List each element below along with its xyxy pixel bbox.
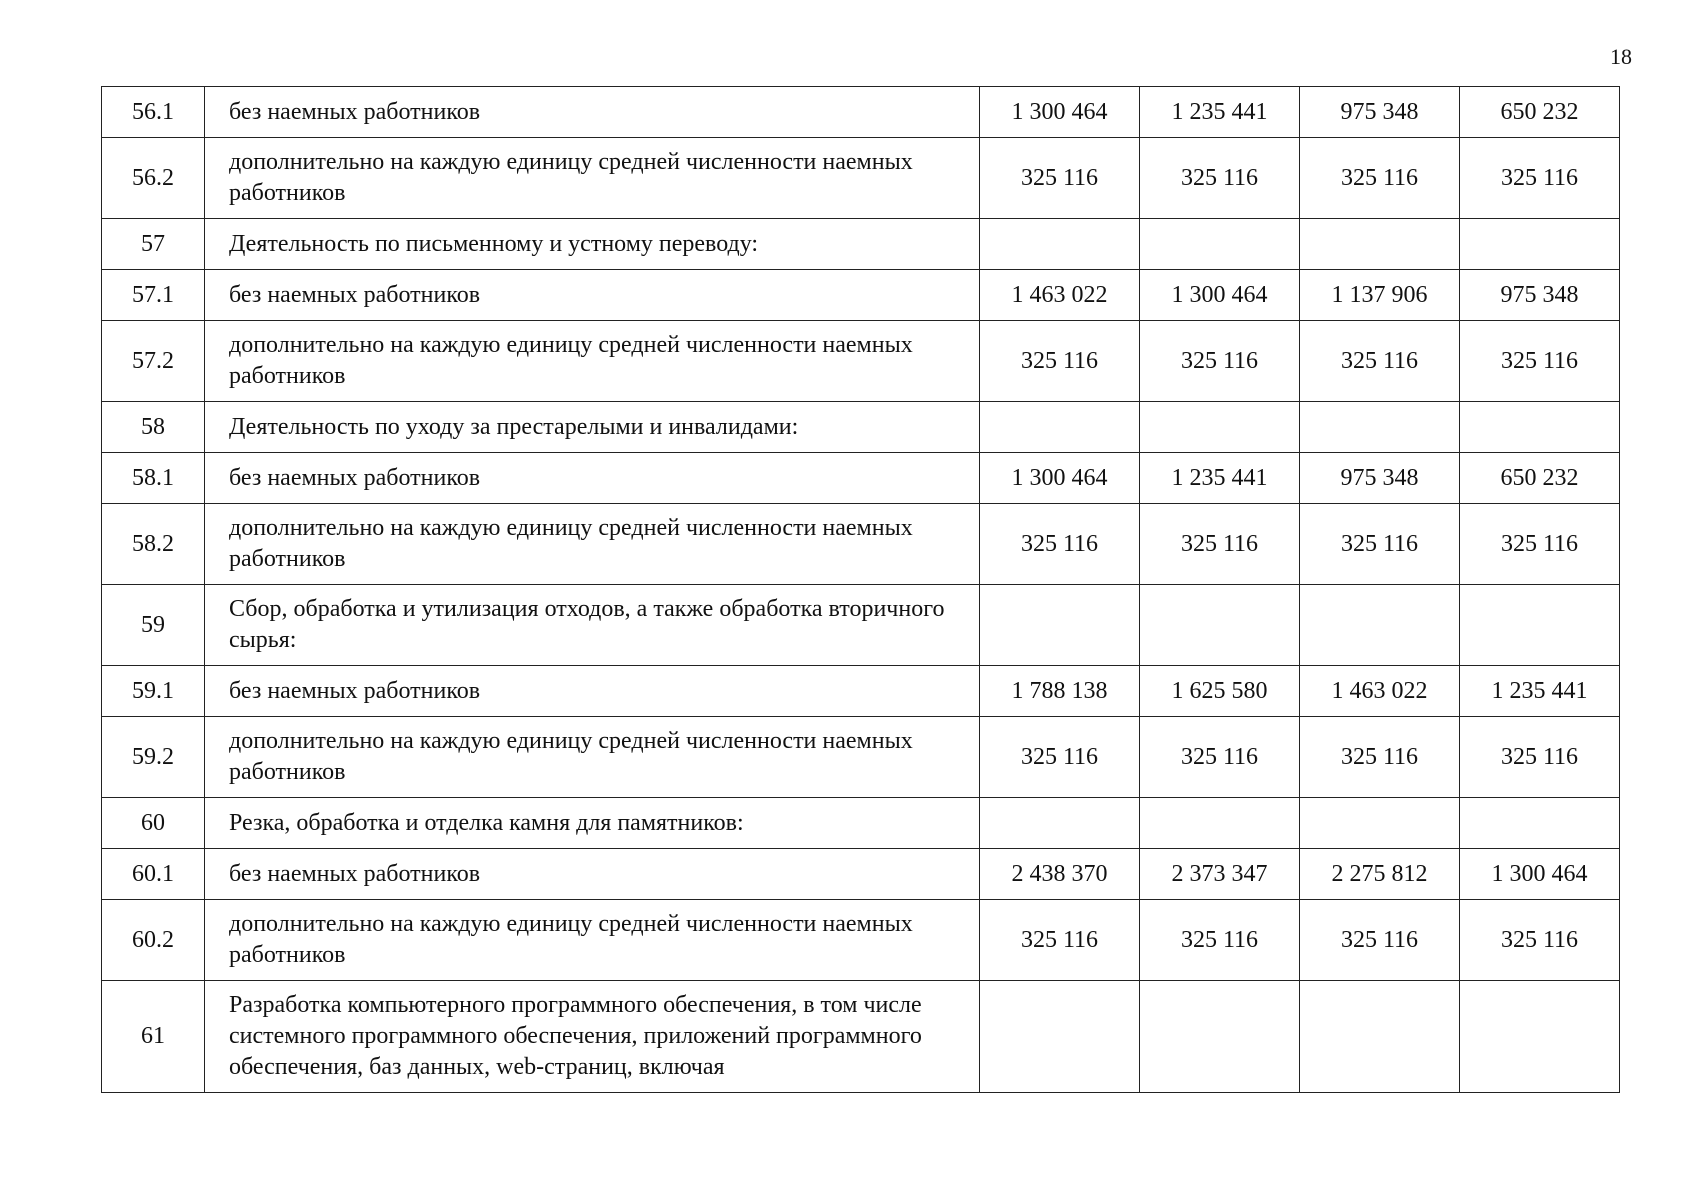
value-cell: 325 116	[1300, 321, 1460, 402]
value-cell: 975 348	[1460, 270, 1620, 321]
value-cell	[1460, 798, 1620, 849]
value-cell: 1 300 464	[1460, 849, 1620, 900]
value-cell	[1460, 981, 1620, 1093]
row-description: без наемных работников	[205, 666, 980, 717]
value-cell	[1300, 585, 1460, 666]
table-row	[102, 453, 1620, 504]
value-cell: 325 116	[980, 717, 1140, 798]
table-row	[102, 666, 1620, 717]
value-cell: 650 232	[1460, 453, 1620, 504]
value-cell: 325 116	[1460, 138, 1620, 219]
row-description: Резка, обработка и отделка камня для памятников:	[205, 798, 980, 849]
value-cell: 325 116	[1460, 900, 1620, 981]
value-cell	[1140, 219, 1300, 270]
table-row	[102, 219, 1620, 270]
value-cell: 1 300 464	[1140, 270, 1300, 321]
value-cell: 325 116	[1140, 504, 1300, 585]
value-cell: 325 116	[1140, 321, 1300, 402]
row-number: 56.2	[102, 138, 205, 219]
table-row	[102, 981, 1620, 1093]
row-description: дополнительно на каждую единицу средней численности наемных работников	[205, 717, 980, 798]
value-cell	[1300, 402, 1460, 453]
row-description: без наемных работников	[205, 453, 980, 504]
value-cell: 650 232	[1460, 87, 1620, 138]
table-row	[102, 270, 1620, 321]
row-number: 57.1	[102, 270, 205, 321]
value-cell: 1 788 138	[980, 666, 1140, 717]
tariff-table	[101, 86, 1620, 1093]
value-cell	[980, 402, 1140, 453]
value-cell: 325 116	[980, 321, 1140, 402]
row-number: 61	[102, 981, 205, 1093]
value-cell	[1140, 585, 1300, 666]
value-cell: 975 348	[1300, 87, 1460, 138]
value-cell	[1300, 798, 1460, 849]
table-row	[102, 504, 1620, 585]
row-number: 56.1	[102, 87, 205, 138]
value-cell	[980, 798, 1140, 849]
row-number: 58	[102, 402, 205, 453]
value-cell: 1 235 441	[1140, 87, 1300, 138]
table-row	[102, 798, 1620, 849]
value-cell	[1140, 402, 1300, 453]
row-description: Разработка компьютерного программного обеспечения, в том числе системного программного обеспечения, приложений программного обеспечения, баз данных, web-страниц, включая	[205, 981, 980, 1093]
value-cell: 1 463 022	[980, 270, 1140, 321]
value-cell	[1140, 981, 1300, 1093]
value-cell: 325 116	[1460, 717, 1620, 798]
value-cell	[1460, 219, 1620, 270]
value-cell	[1460, 585, 1620, 666]
value-cell: 325 116	[1140, 900, 1300, 981]
row-number: 60.2	[102, 900, 205, 981]
value-cell: 325 116	[1300, 504, 1460, 585]
row-number: 57	[102, 219, 205, 270]
value-cell	[1460, 402, 1620, 453]
table-row	[102, 402, 1620, 453]
value-cell: 325 116	[1140, 138, 1300, 219]
value-cell: 325 116	[1460, 321, 1620, 402]
row-description: Деятельность по уходу за престарелыми и инвалидами:	[205, 402, 980, 453]
row-number: 60.1	[102, 849, 205, 900]
value-cell: 1 300 464	[980, 87, 1140, 138]
table-row	[102, 717, 1620, 798]
value-cell	[1300, 981, 1460, 1093]
value-cell: 325 116	[1300, 900, 1460, 981]
value-cell	[1300, 219, 1460, 270]
table-row	[102, 321, 1620, 402]
row-number: 58.1	[102, 453, 205, 504]
row-description: дополнительно на каждую единицу средней численности наемных работников	[205, 321, 980, 402]
row-number: 59.1	[102, 666, 205, 717]
table-row	[102, 87, 1620, 138]
row-number: 57.2	[102, 321, 205, 402]
table-row	[102, 900, 1620, 981]
value-cell: 325 116	[1300, 138, 1460, 219]
value-cell	[1140, 798, 1300, 849]
table-row	[102, 849, 1620, 900]
value-cell: 2 373 347	[1140, 849, 1300, 900]
value-cell: 975 348	[1300, 453, 1460, 504]
value-cell: 325 116	[980, 138, 1140, 219]
value-cell: 325 116	[980, 504, 1140, 585]
row-number: 58.2	[102, 504, 205, 585]
value-cell: 325 116	[1460, 504, 1620, 585]
value-cell: 1 137 906	[1300, 270, 1460, 321]
value-cell	[980, 585, 1140, 666]
row-number: 59	[102, 585, 205, 666]
row-description: дополнительно на каждую единицу средней численности наемных работников	[205, 138, 980, 219]
value-cell: 325 116	[1140, 717, 1300, 798]
row-description: без наемных работников	[205, 87, 980, 138]
row-description: Деятельность по письменному и устному переводу:	[205, 219, 980, 270]
row-description: дополнительно на каждую единицу средней численности наемных работников	[205, 900, 980, 981]
value-cell	[980, 219, 1140, 270]
value-cell: 325 116	[980, 900, 1140, 981]
row-description: без наемных работников	[205, 849, 980, 900]
value-cell: 1 625 580	[1140, 666, 1300, 717]
page-number: 18	[1610, 44, 1632, 69]
table-row	[102, 138, 1620, 219]
table-row	[102, 585, 1620, 666]
value-cell: 1 300 464	[980, 453, 1140, 504]
value-cell	[980, 981, 1140, 1093]
row-description: без наемных работников	[205, 270, 980, 321]
row-description: дополнительно на каждую единицу средней численности наемных работников	[205, 504, 980, 585]
value-cell: 2 275 812	[1300, 849, 1460, 900]
row-number: 60	[102, 798, 205, 849]
value-cell: 1 463 022	[1300, 666, 1460, 717]
value-cell: 1 235 441	[1460, 666, 1620, 717]
value-cell: 325 116	[1300, 717, 1460, 798]
value-cell: 1 235 441	[1140, 453, 1300, 504]
row-description: Сбор, обработка и утилизация отходов, а также обработка вторичного сырья:	[205, 585, 980, 666]
row-number: 59.2	[102, 717, 205, 798]
value-cell: 2 438 370	[980, 849, 1140, 900]
